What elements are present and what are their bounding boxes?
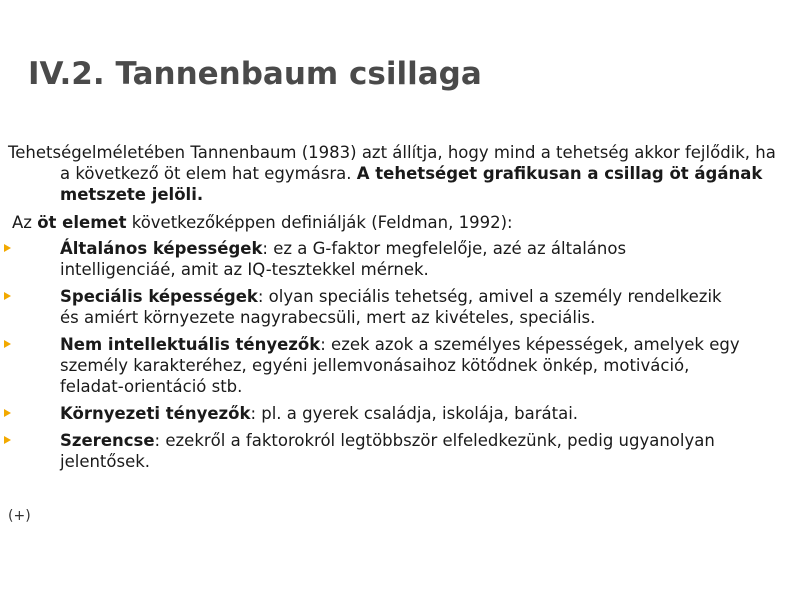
item-text: : pl. a gyerek családja, iskolája, barátai.	[250, 404, 579, 423]
list-item	[0, 403, 740, 424]
item-text: : olyan speciális tehetség, amivel a személy rendelkezik és amiért környezete nagyrabecsüli, mert az kivételes, speciális.	[60, 287, 722, 327]
item-term: Általános képességek	[60, 239, 263, 258]
arrow-bullet-icon	[4, 436, 11, 444]
footnote-marker: (+)	[8, 508, 31, 524]
item-text: : ezek azok a személyes képességek, amelyek egy személy karakteréhez, egyéni jellemvonásaihoz kötődnek önkép, motiváció, feladat-orientáció stb.	[60, 335, 740, 396]
lead-paragraph	[12, 212, 752, 233]
intro-bold: A tehetséget grafikusan a csillag öt ágának metszete jelöli.	[60, 164, 763, 204]
arrow-bullet-icon	[4, 409, 11, 417]
arrow-bullet-icon	[4, 292, 11, 300]
item-text: : ezekről a faktorokról legtöbbször elfeledkezünk, pedig ugyanolyan jelentősek.	[60, 431, 715, 471]
arrow-bullet-icon	[4, 340, 11, 348]
lead-suffix: következőképpen definiálják (Feldman, 1992):	[126, 213, 513, 232]
item-text: : ez a G-faktor megfelelője, azé az általános intelligenciáé, amit az IQ-tesztekkel mérnek.	[60, 239, 627, 279]
slide-title: IV.2. Tannenbaum csillaga	[28, 56, 482, 92]
arrow-bullet-icon	[4, 244, 11, 252]
item-term: Szerencse	[60, 431, 155, 450]
intro-paragraph	[8, 142, 790, 205]
list-item	[0, 334, 740, 397]
intro-text: Tehetségelméletében Tannenbaum (1983) azt állítja, hogy mind a tehetség akkor fejlődik, ha a következő öt elem hat egymásra.	[8, 143, 776, 183]
element-list	[0, 238, 790, 478]
item-term: Speciális képességek	[60, 287, 258, 306]
lead-bold: öt elemet	[37, 213, 127, 232]
list-item	[0, 430, 740, 472]
item-term: Nem intellektuális tényezők	[60, 335, 321, 354]
list-item	[0, 286, 740, 328]
list-item	[0, 238, 740, 280]
item-term: Környezeti tényezők	[60, 404, 251, 423]
lead-prefix: Az	[12, 213, 38, 232]
